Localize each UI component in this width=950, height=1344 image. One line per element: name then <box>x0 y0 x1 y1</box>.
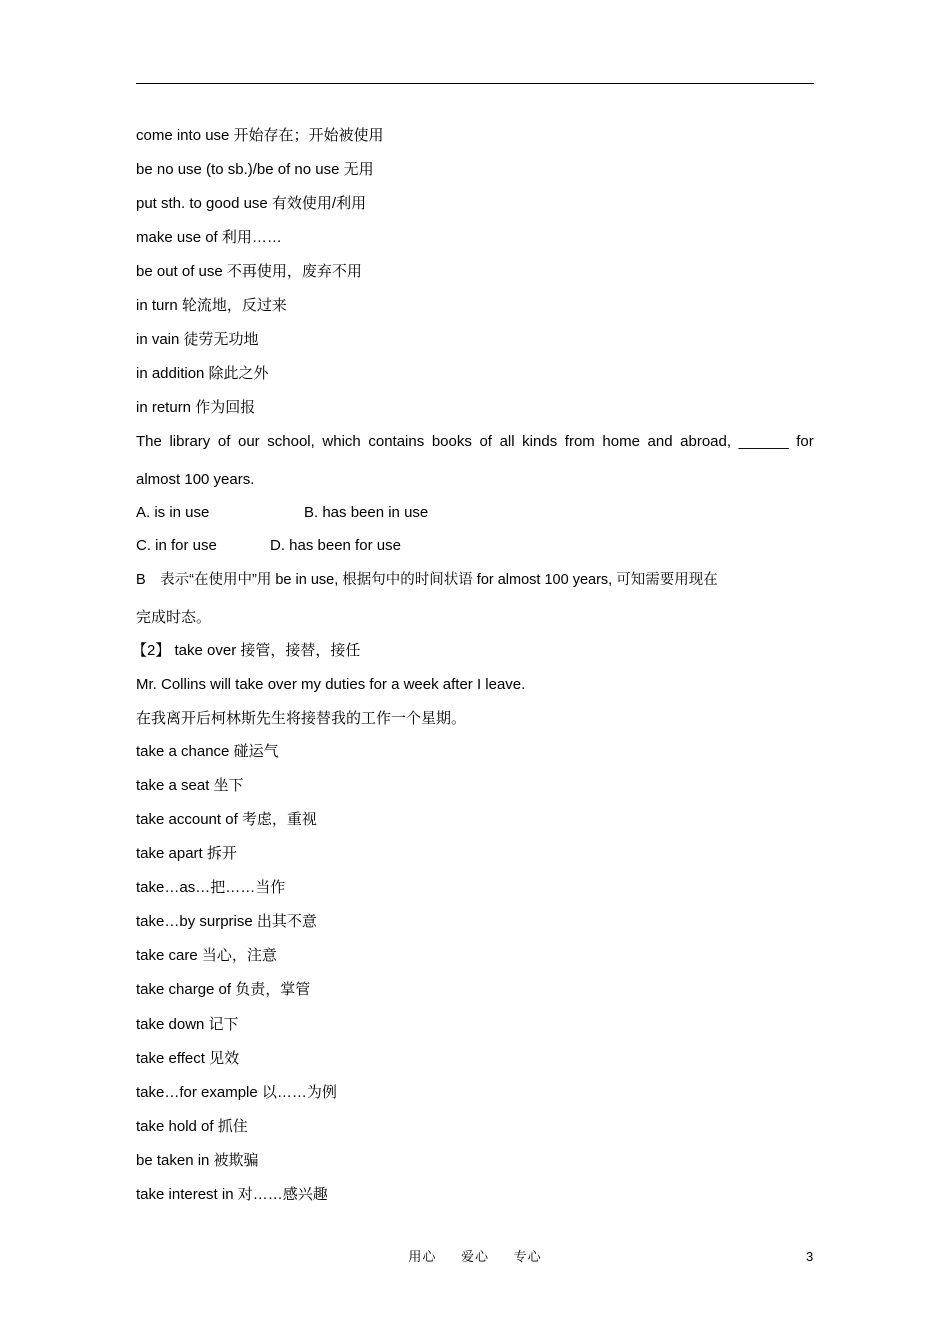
question-word: library <box>169 433 211 450</box>
question-word: our <box>238 433 260 450</box>
option-a: A. is in use <box>136 504 210 521</box>
option-b: B. has been in use <box>304 504 429 521</box>
question-word: abroad, <box>680 433 732 450</box>
phrase-line: take down 记下 <box>136 1016 239 1033</box>
option-c: C. in for use <box>136 537 217 554</box>
phrase-line: in vain 徒劳无功地 <box>136 331 259 348</box>
question-word: of <box>479 433 492 450</box>
phrase-line: take hold of 抓住 <box>136 1118 248 1135</box>
question-word: for <box>796 433 814 450</box>
page-number: 3 <box>806 1249 814 1264</box>
question-word: which <box>322 433 361 450</box>
header-rule <box>136 83 814 84</box>
phrase-line: in addition 除此之外 <box>136 365 269 382</box>
question-word: kinds <box>522 433 558 450</box>
footer-motto-word: 爱心 <box>460 1249 489 1264</box>
phrase-line: in return 作为回报 <box>136 399 256 416</box>
question-text-continued: almost 100 years. <box>136 471 255 488</box>
question-word: all <box>499 433 515 450</box>
example-sentence-zh: 在我离开后柯林斯先生将接替我的工作一个星期。 <box>136 710 467 727</box>
phrase-line: be no use (to sb.)/be of no use 无用 <box>136 161 374 178</box>
answer-explanation-continued: 完成时态。 <box>136 609 212 626</box>
phrase-line: take a seat 坐下 <box>136 777 244 794</box>
phrase-line: take a chance 碰运气 <box>136 743 279 760</box>
phrase-line: take apart 拆开 <box>136 845 237 862</box>
phrase-line: in turn 轮流地，反过来 <box>136 297 287 314</box>
options-row-2 <box>136 536 814 556</box>
phrase-line: take account of 考虑，重视 <box>136 811 317 828</box>
phrase-line: take effect 见效 <box>136 1050 240 1067</box>
phrase-line: make use of 利用…… <box>136 229 282 246</box>
phrase-line: be out of use 不再使用，废弃不用 <box>136 263 362 280</box>
phrase-line: take interest in 对……感兴趣 <box>136 1186 328 1203</box>
answer-explanation: B 表示“在使用中”用 be in use, 根据句中的时间状语 for almost 100 years, 可知需要用现在 <box>136 572 718 588</box>
question-word: from <box>564 433 595 450</box>
question-word: and <box>647 433 673 450</box>
footer-motto-word: 用心 <box>408 1249 437 1264</box>
phrase-line: take…as…把……当作 <box>136 879 286 896</box>
phrase-line: take care 当心，注意 <box>136 947 277 964</box>
phrase-line: come into use 开始存在；开始被使用 <box>136 127 384 144</box>
options-row-1 <box>136 503 814 523</box>
question-word: of <box>217 433 231 450</box>
footer-motto-word: 专心 <box>513 1249 542 1264</box>
section-heading: 【2】 take over 接管，接替，接任 <box>132 642 361 659</box>
question-word: contains <box>368 433 425 450</box>
question-word: The <box>136 433 162 450</box>
question-text <box>136 432 814 452</box>
question-word: books <box>431 433 472 450</box>
phrase-line: take…by surprise 出其不意 <box>136 913 317 930</box>
question-blank: ______ <box>738 433 789 450</box>
question-word: home <box>602 433 640 450</box>
phrase-line: put sth. to good use 有效使用/利用 <box>136 195 367 212</box>
question-word: school, <box>267 433 315 450</box>
phrase-line: take…for example 以……为例 <box>136 1084 337 1101</box>
option-d: D. has been for use <box>270 537 401 554</box>
example-sentence-en: Mr. Collins will take over my duties for a week after I leave. <box>136 676 526 693</box>
phrase-line: take charge of 负责，掌管 <box>136 981 311 998</box>
phrase-line: be taken in 被欺骗 <box>136 1152 259 1169</box>
